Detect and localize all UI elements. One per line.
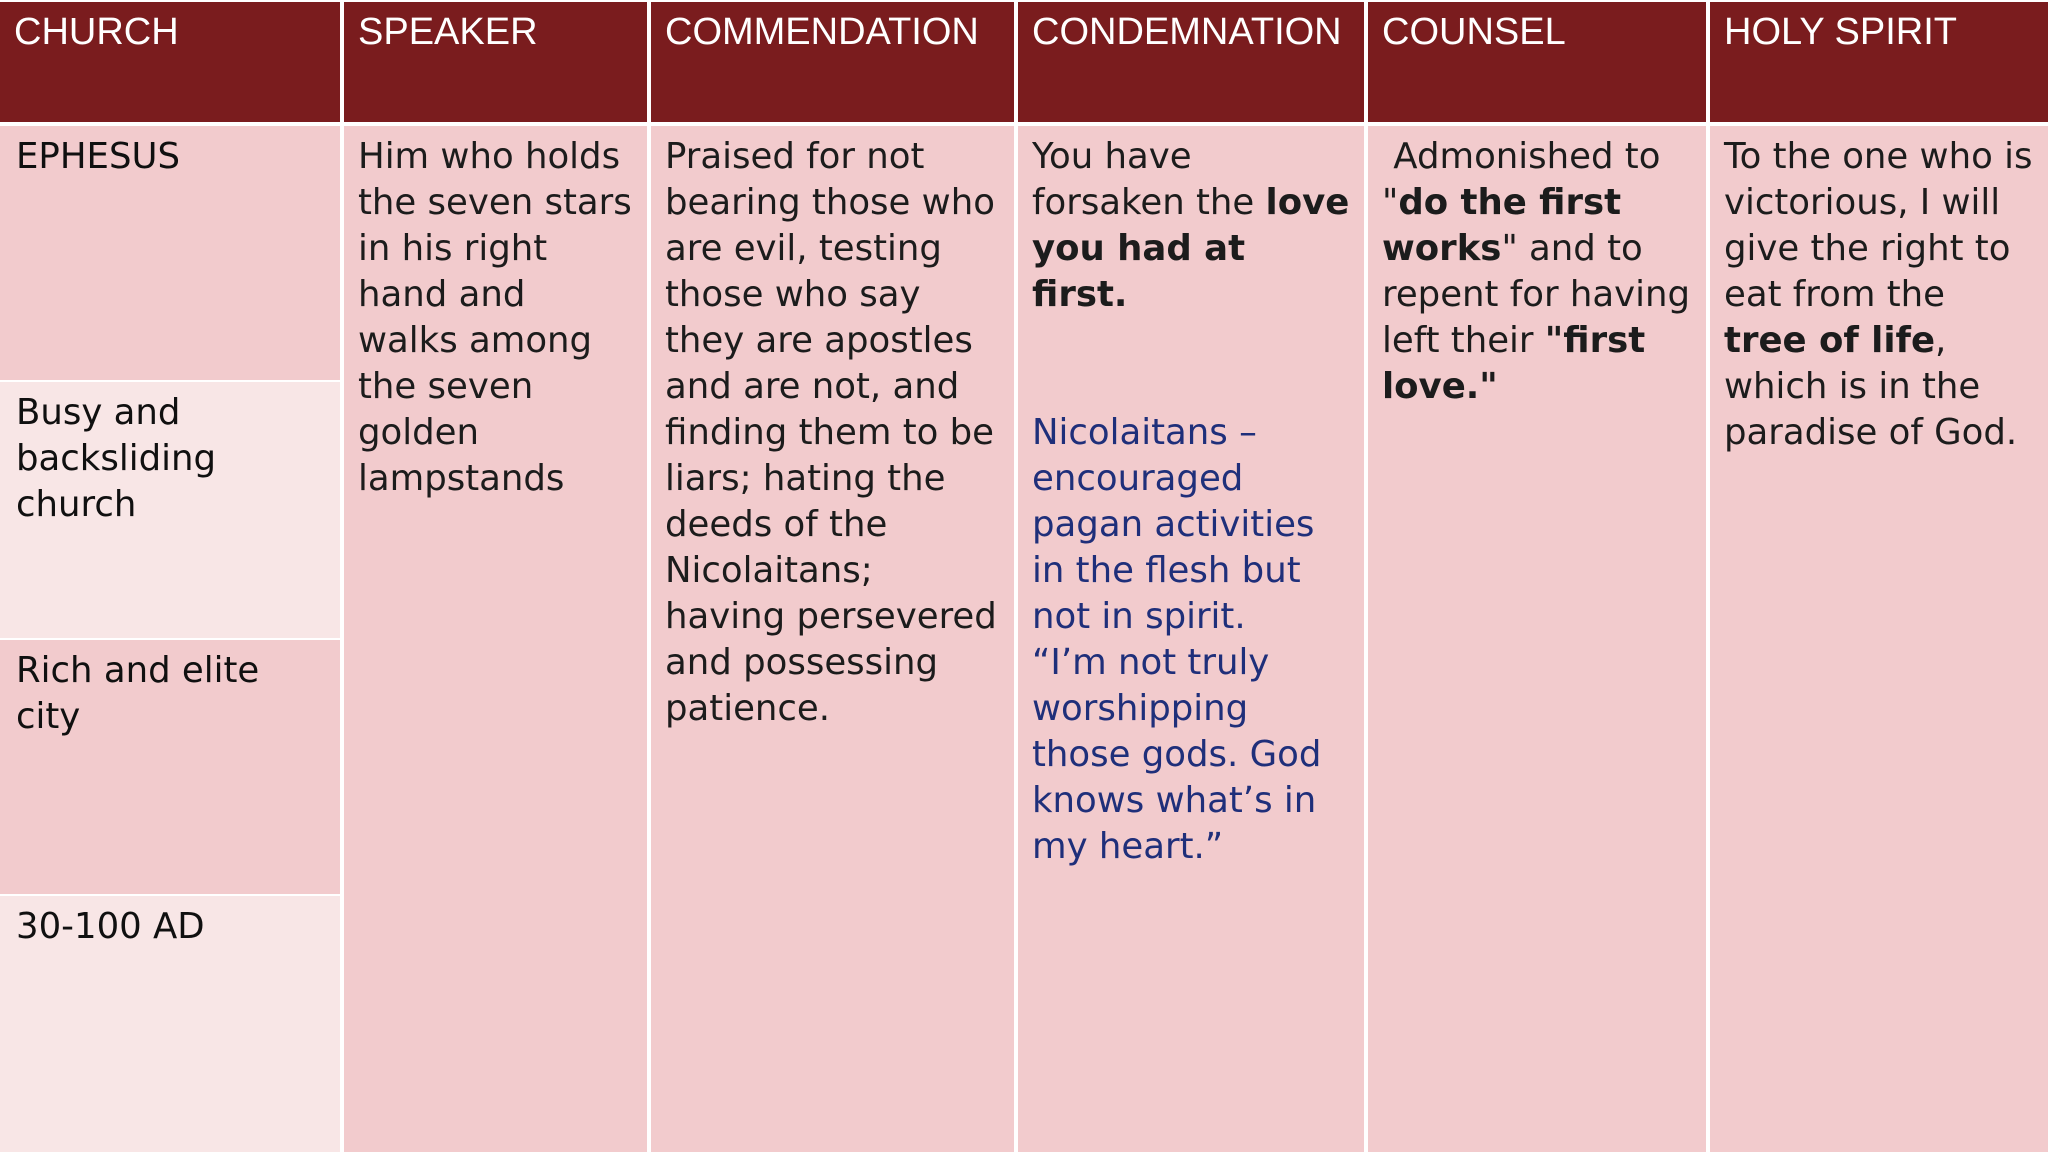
condemnation-cell	[1018, 126, 1364, 1152]
header-church: CHURCH	[0, 2, 340, 122]
counsel-bold-1: do the first works	[1382, 182, 1634, 269]
header-condemnation: CONDEMNATION	[1018, 2, 1364, 122]
commendation-cell	[651, 126, 1014, 1152]
church-name-cell	[0, 126, 340, 380]
holy-spirit-bold: tree of life	[1724, 320, 1936, 361]
counsel-part-1: Admonished to "	[1382, 136, 1672, 223]
church-city: Rich and elite city	[16, 650, 260, 737]
counsel-bold-2: "first love."	[1382, 320, 1658, 407]
holy-spirit-text	[1724, 134, 2034, 456]
header-counsel: COUNSEL	[1368, 2, 1706, 122]
condemnation-plain: You have forsaken the	[1032, 136, 1266, 223]
church-description-cell	[0, 382, 340, 638]
holy-spirit-part-1: To the one who is victorious, I will give the right to eat from the	[1724, 136, 2033, 315]
speaker-cell	[344, 126, 647, 1152]
holy-spirit-cell	[1710, 126, 2048, 1152]
nicolaitans-note: Nicolaitans – encouraged pagan activities in the flesh but not in spirit.	[1032, 412, 1315, 637]
speaker-text: Him who holds the seven stars in his right hand and walks among the seven golden lampstands	[358, 136, 632, 499]
commendation-text: Praised for not bearing those who are evil, testing those who say they are apostles and are not, and finding them to be liars; hating the deeds of the Nicolaitans; having persevered and possessing patience.	[665, 136, 997, 729]
header-speaker: SPEAKER	[344, 2, 647, 122]
counsel-part-2: " and to repent for having left their	[1382, 228, 1702, 361]
header-commendation: COMMENDATION	[651, 2, 1014, 122]
church-description: Busy and backsliding church	[16, 392, 217, 525]
church-period-cell	[0, 896, 340, 1152]
church-period: 30-100 AD	[16, 906, 205, 947]
counsel-cell	[1368, 126, 1706, 1152]
holy-spirit-part-2: , which is in the paradise of God.	[1724, 320, 2018, 453]
header-holy-spirit: HOLY SPIRIT	[1710, 2, 2048, 122]
condemnation-bold: love you had at first.	[1032, 182, 1350, 315]
counsel-text	[1382, 134, 1702, 410]
church-city-cell	[0, 640, 340, 894]
worship-quote: “I’m not truly worshipping those gods. God knows what’s in my heart.”	[1032, 642, 1322, 867]
condemnation-text	[1032, 134, 1350, 318]
church-name: EPHESUS	[16, 136, 181, 177]
